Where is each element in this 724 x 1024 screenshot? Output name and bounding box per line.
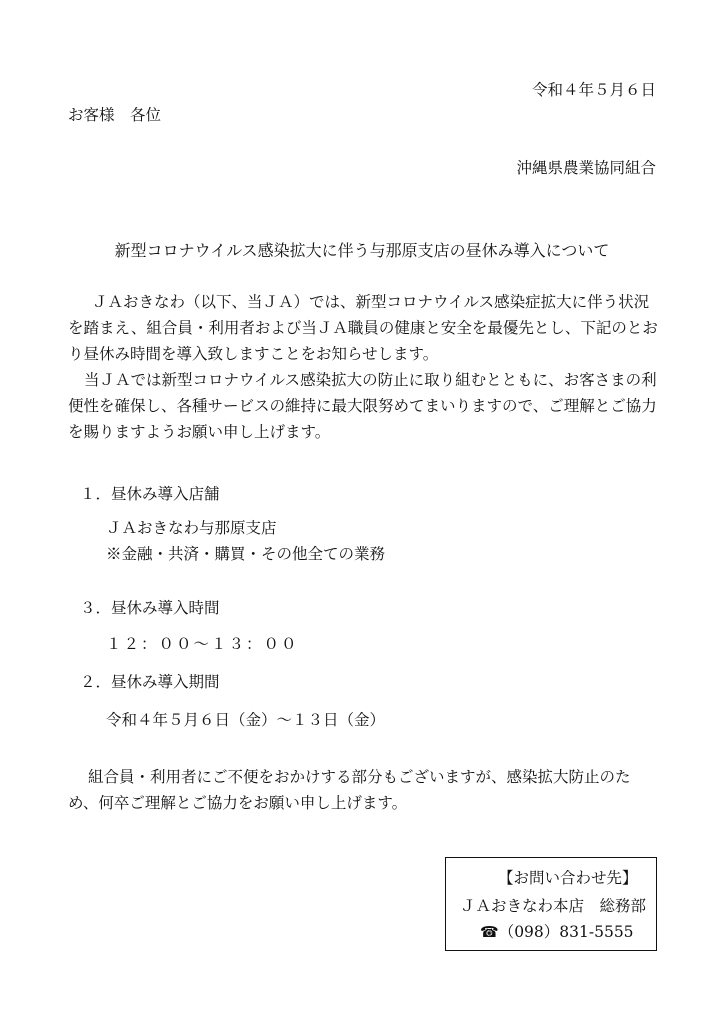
notice-date: 令和４年５月６日 bbox=[531, 81, 656, 99]
section-period-heading: ２．昼休み導入期間 bbox=[80, 673, 220, 691]
lunch-break-period: 令和４年５月６日（金）～１３日（金） bbox=[106, 711, 386, 729]
body-paragraph-3: 組合員・利用者にご不便をおかけする部分もございますが、感染拡大防止のため、何卒ご理解とご協力をお願い申し上げます。 bbox=[68, 768, 631, 812]
contact-phone-line bbox=[480, 920, 634, 942]
section-store-heading: １．昼休み導入店舗 bbox=[80, 485, 220, 503]
addressee: お客様 各位 bbox=[68, 106, 162, 124]
contact-box bbox=[445, 857, 657, 951]
contact-department: ＪＡおきなわ本店 総務部 bbox=[460, 897, 647, 915]
store-name: ＪＡおきなわ与那原支店 bbox=[106, 519, 277, 537]
store-note: ※金融・共済・購買・その他全ての業務 bbox=[106, 545, 386, 563]
sender-organization: 沖縄県農業協同組合 bbox=[516, 159, 656, 177]
contact-phone-number: （098）831-5555 bbox=[498, 923, 634, 941]
section-time-heading: ３．昼休み導入時間 bbox=[80, 599, 220, 617]
contact-title: 【お問い合わせ先】 bbox=[498, 869, 638, 887]
notice-title: 新型コロナウイルス感染拡大に伴う与那原支店の昼休み導入について bbox=[114, 241, 610, 260]
lunch-break-time: １２：００～１３：００ bbox=[106, 635, 299, 653]
body-paragraph-2: 当ＪＡでは新型コロナウイルス感染拡大の防止に取り組むとともに、お客さまの利便性を確保し、各種サービスの維持に最大限努めてまいりますので、ご理解とご協力を賜りますようお願い申し上げます。 bbox=[68, 371, 657, 441]
phone-icon: ☎ bbox=[480, 923, 499, 941]
body-paragraph-1: ＪＡおきなわ（以下、当ＪＡ）では、新型コロナウイルス感染症拡大に伴う状況を踏まえ、組合員・利用者および当ＪＡ職員の健康と安全を最優先とし、下記のとおり昼休み時間を導入致しますことをお知らせします。 bbox=[68, 293, 658, 363]
